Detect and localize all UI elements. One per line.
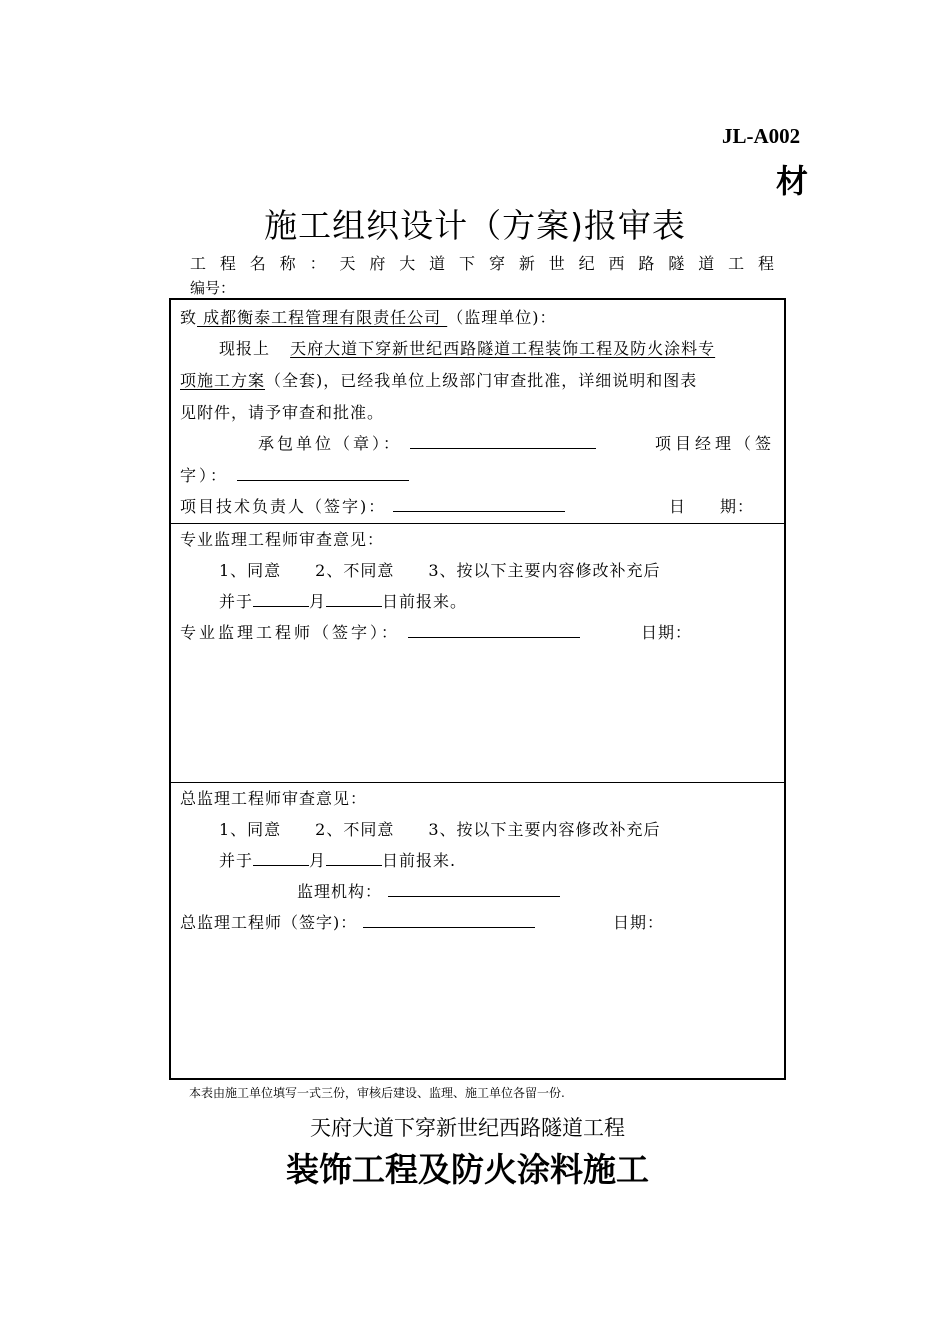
specialist-resubmit-line — [219, 589, 467, 612]
day-field[interactable] — [326, 606, 382, 607]
cover-project-name: 天府大道下穿新世纪西路隧道工程 — [310, 1116, 625, 1140]
pm-label-cont: 字）： — [180, 466, 230, 485]
specialist-sign-label: 专业监理工程师（签字）： — [180, 623, 401, 642]
contractor-line — [258, 431, 596, 454]
org-label: 监理机构： — [297, 882, 383, 901]
report-rest: （全套)，已经我单位上级部门审查批准，详细说明和图表 — [265, 371, 698, 390]
report-prefix: 现报上 — [219, 339, 271, 358]
chief-sign-label: 总监理工程师（签字)： — [180, 913, 358, 932]
specialist-review-section — [171, 524, 784, 783]
specialist-heading: 专业监理工程师审查意见： — [180, 530, 385, 549]
day-field[interactable] — [326, 865, 382, 866]
pm-label: 项目经理（签 — [655, 434, 776, 453]
day-suffix: 日前报来. — [382, 851, 457, 870]
submission-section — [171, 300, 784, 524]
number-label: 编号： — [190, 279, 236, 297]
month-field[interactable] — [253, 865, 309, 866]
report-item: 天府大道下穿新世纪西路隧道工程装饰工程及防火涂料专 — [290, 339, 716, 358]
form-code: JL-A002 — [722, 124, 801, 148]
footnote: 本表由施工单位填写一式三份，审核后建设、监理、施工单位各留一份. — [189, 1086, 565, 1100]
supervisor-org: 成都衡泰工程管理有限责任公司 — [197, 308, 448, 327]
tech-signature-field[interactable] — [393, 511, 565, 512]
chief-signature-field[interactable] — [363, 927, 535, 928]
chief-heading: 总监理工程师审查意见： — [180, 789, 368, 808]
date-label: 日 期： — [669, 497, 755, 516]
day-suffix: 日前报来。 — [382, 592, 468, 611]
review-form — [169, 298, 786, 1080]
project-name-line: 工程名称：天府大道下穿新世纪西路隧道工程 — [190, 254, 774, 273]
to-prefix: 致 — [180, 308, 198, 327]
chief-resubmit-line — [219, 848, 456, 871]
specialist-sign-line — [180, 620, 580, 643]
resubmit-prefix: 并于 — [219, 592, 254, 611]
specialist-date-label: 日期： — [641, 623, 693, 642]
report-line-3: 见附件，请予审查和批准。 — [180, 403, 385, 422]
contractor-seal-field[interactable] — [410, 448, 596, 449]
chief-sign-line — [180, 910, 535, 933]
contractor-label: 承包单位（章）： — [258, 434, 403, 453]
org-field[interactable] — [388, 896, 560, 897]
tech-line — [180, 494, 565, 517]
month-label: 月 — [309, 592, 327, 611]
pm-line — [180, 463, 409, 486]
report-line-1 — [219, 336, 715, 359]
resubmit-prefix: 并于 — [219, 851, 254, 870]
page-title: 施工组织设计（方案)报审表 — [264, 206, 686, 245]
cover-subtitle: 装饰工程及防火涂料施工 — [286, 1150, 649, 1189]
org-line — [297, 879, 560, 902]
month-label: 月 — [309, 851, 327, 870]
chief-review-section — [171, 783, 784, 1078]
chief-options: 1、同意 2、不同意 3、按以下主要内容修改补充后 — [219, 820, 661, 839]
report-line-2 — [180, 368, 697, 391]
to-suffix: （监理单位)： — [447, 308, 557, 327]
specialist-options: 1、同意 2、不同意 3、按以下主要内容修改补充后 — [219, 561, 661, 580]
tech-label: 项目技术负责人（签字)： — [180, 497, 387, 516]
chief-date-label: 日期： — [613, 913, 665, 932]
month-field[interactable] — [253, 606, 309, 607]
category-char: 材 — [776, 162, 809, 200]
report-item-cont: 项施工方案 — [180, 371, 266, 390]
addressee-line — [180, 305, 556, 328]
pm-signature-field[interactable] — [237, 480, 409, 481]
specialist-signature-field[interactable] — [408, 637, 580, 638]
